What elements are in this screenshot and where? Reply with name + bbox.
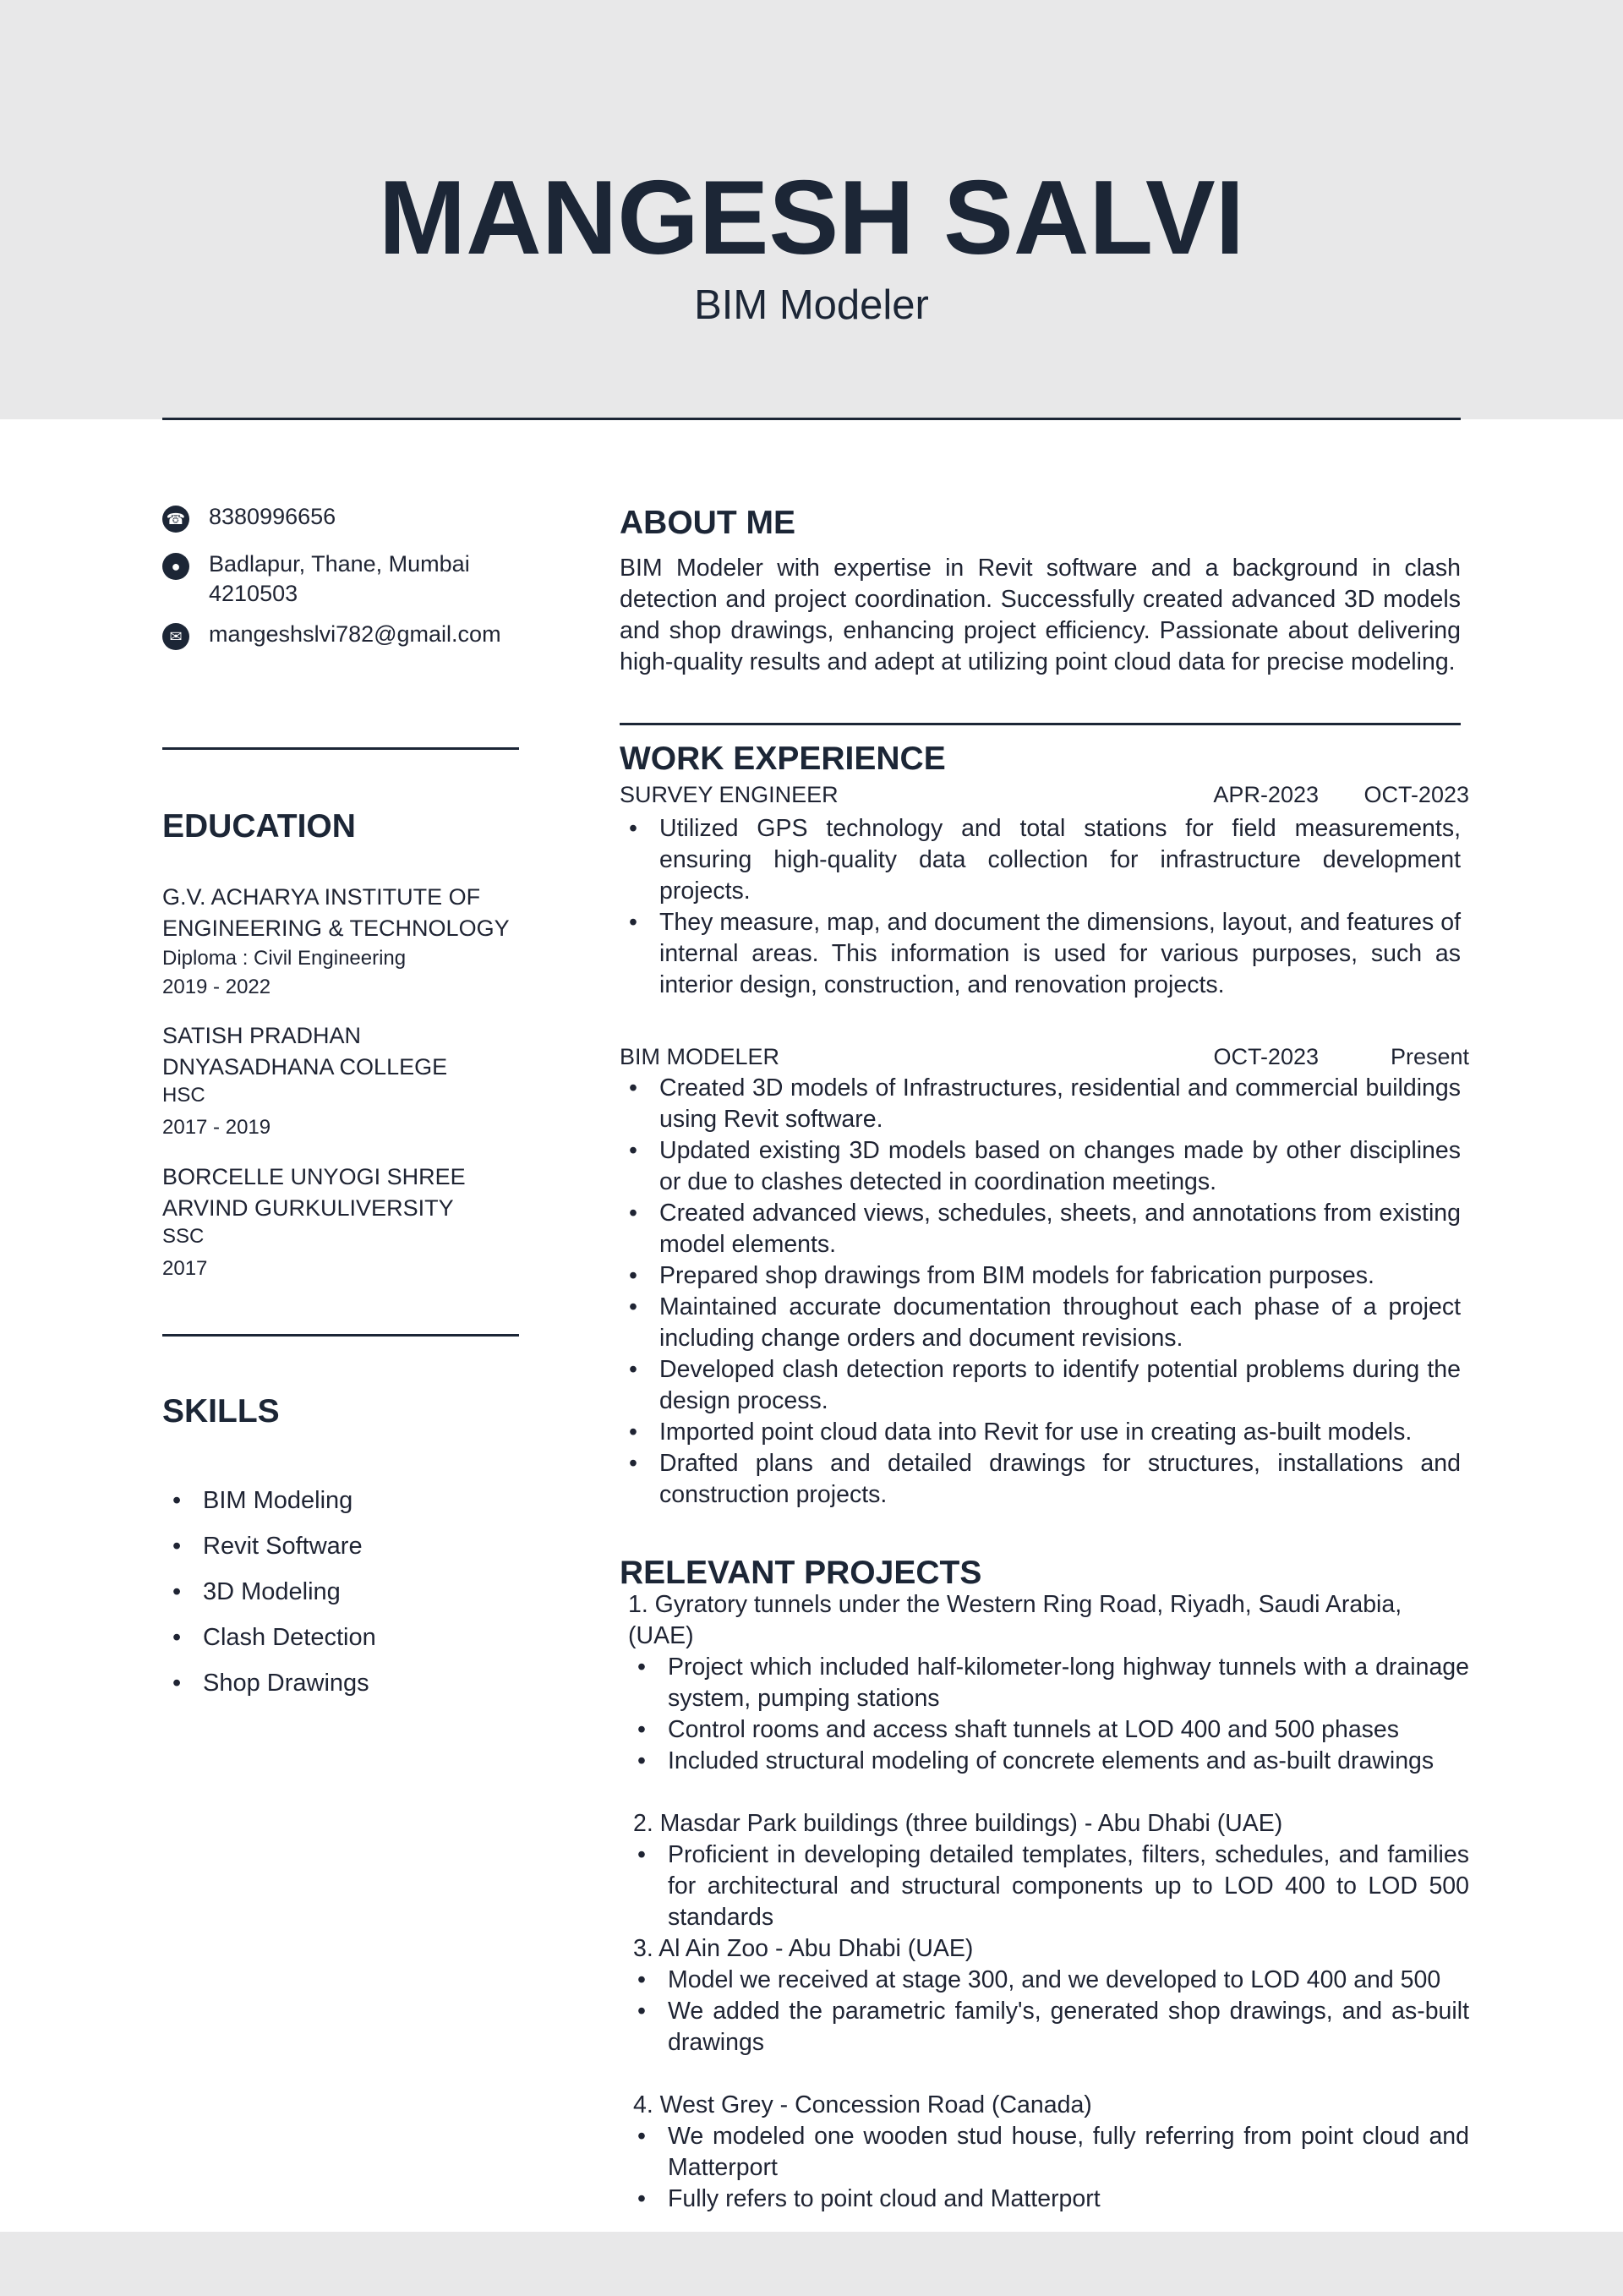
contact-email: [162, 620, 547, 650]
about-text: BIM Modeler with expertise in Revit software and a background in clash detection and project coordination. Successfully created advanced 3D models and shop drawings, enhancing project efficiency. Passionate about delivering high-quality results and adept at utilizing point cloud data for precise modeling.: [620, 555, 1461, 675]
job-title: SURVEY ENGINEER: [620, 782, 839, 807]
education-years: 2017 - 2019: [162, 1116, 271, 1139]
project-bullet: • Control rooms and access shaft tunnels at LOD 400 and 500 phases: [668, 1714, 1469, 1746]
skill-item: • Clash Detection: [203, 1615, 376, 1660]
project-bullets: [668, 1965, 1469, 2058]
job-bullet: • Maintained accurate documentation throughout each phase of a project including change orders and document revisions.: [659, 1292, 1461, 1354]
job-bullet: • Created 3D models of Infrastructures, residential and commercial buildings using Revit software.: [659, 1073, 1461, 1135]
education-item: [162, 882, 526, 1002]
education-divider: [162, 1334, 519, 1337]
education-years: 2019 - 2022: [162, 976, 271, 998]
project-heading: 4. West Grey - Concession Road (Canada): [633, 2091, 1092, 2118]
project-bullet: • Project which included half-kilometer-long highway tunnels with a drainage system, pumping stations: [668, 1652, 1469, 1714]
job-bullet: • Developed clash detection reports to identify potential problems during the design process.: [659, 1354, 1461, 1417]
location-pin-icon: ●: [162, 553, 189, 580]
job-bullet: • Created advanced views, schedules, sheets, and annotations from existing model elements.: [659, 1198, 1461, 1260]
job-bullet: • Imported point cloud data into Revit for use in creating as-built models.: [659, 1417, 1461, 1448]
about-title: ABOUT ME: [620, 505, 795, 541]
job-bullet: • They measure, map, and document the dimensions, layout, and features of internal areas. This information is used for various purposes, such as interior design, construction, and renovation projects.: [659, 907, 1461, 1001]
job-bullet: • Drafted plans and detailed drawings for structures, installations and construction projects.: [659, 1448, 1461, 1511]
education-item: [162, 1162, 526, 1288]
phone-icon: ☎: [162, 506, 189, 533]
project-heading: 1. Gyratory tunnels under the Western Ring Road, Riyadh, Saudi Arabia, (UAE): [628, 1591, 1402, 1649]
skills-list: [162, 1478, 376, 1706]
project-heading: 2. Masdar Park buildings (three buildings) - Abu Dhabi (UAE): [633, 1810, 1283, 1837]
skill-item: • Shop Drawings: [203, 1660, 376, 1706]
project-bullets: [668, 1652, 1469, 1777]
skill-item: • Revit Software: [203, 1523, 376, 1569]
education-title: EDUCATION: [162, 808, 356, 845]
job-header: [620, 1041, 1469, 1073]
projects-title: RELEVANT PROJECTS: [620, 1555, 982, 1591]
job-end-date: OCT-2023: [1363, 782, 1469, 807]
job-role: BIM Modeler: [694, 282, 929, 328]
job-bullets: [659, 1073, 1461, 1511]
education-item: [162, 1020, 526, 1147]
skills-title: SKILLS: [162, 1393, 280, 1430]
contact-address: [162, 549, 513, 609]
job-header: [620, 779, 1469, 811]
job-title: BIM MODELER: [620, 1044, 780, 1069]
project-heading: 3. Al Ain Zoo - Abu Dhabi (UAE): [633, 1935, 974, 1962]
skill-item: • 3D Modeling: [203, 1569, 376, 1615]
project-bullets: [668, 2121, 1469, 2215]
experience-title: WORK EXPERIENCE: [620, 741, 946, 777]
job-start-date: APR-2023: [1213, 782, 1319, 807]
education-years: 2017: [162, 1257, 208, 1280]
education-degree: SSC: [162, 1225, 205, 1248]
project-bullets: [668, 1840, 1469, 1933]
education-degree: Diploma : Civil Engineering: [162, 947, 407, 970]
header-divider: [162, 418, 1461, 420]
contact-divider: [162, 747, 519, 750]
address: Badlapur, Thane, Mumbai 4210503: [209, 551, 470, 606]
education-degree: HSC: [162, 1084, 205, 1107]
contact-phone: [162, 502, 547, 533]
footer-band: [0, 2232, 1623, 2296]
job-bullets: [659, 813, 1461, 1001]
phone-number: 8380996656: [209, 504, 336, 529]
mail-icon: ✉: [162, 623, 189, 650]
project-bullet: • Fully refers to point cloud and Matterport: [668, 2184, 1469, 2215]
project-bullet: • We modeled one wooden stud house, fully referring from point cloud and Matterport: [668, 2121, 1469, 2184]
education-institution: G.V. ACHARYA INSTITUTE OF ENGINEERING & TECHNOLOGY: [162, 884, 510, 941]
project-bullet: • Proficient in developing detailed templates, filters, schedules, and families for architectural and structural components up to LOD 400 to LOD 500 standards: [668, 1840, 1469, 1933]
education-institution: SATISH PRADHAN DNYASADHANA COLLEGE: [162, 1023, 448, 1080]
job-bullet: • Updated existing 3D models based on changes made by other disciplines or due to clashes detected in coordination meetings.: [659, 1135, 1461, 1198]
job-bullet: • Prepared shop drawings from BIM models for fabrication purposes.: [659, 1260, 1461, 1292]
candidate-name: MANGESH SALVI: [378, 160, 1245, 276]
project-bullet: • We added the parametric family's, generated shop drawings, and as-built drawings: [668, 1996, 1469, 2058]
project-bullet: • Included structural modeling of concrete elements and as-built drawings: [668, 1746, 1469, 1777]
email-address: mangeshslvi782@gmail.com: [209, 621, 501, 647]
job-start-date: OCT-2023: [1213, 1044, 1319, 1069]
job-bullet: • Utilized GPS technology and total stations for field measurements, ensuring high-quality data collection for infrastructure development projects.: [659, 813, 1461, 907]
project-bullet: • Model we received at stage 300, and we developed to LOD 400 and 500: [668, 1965, 1469, 1996]
about-divider: [620, 723, 1461, 725]
skill-item: • BIM Modeling: [203, 1478, 376, 1523]
education-institution: BORCELLE UNYOGI SHREE ARVIND GURKULIVERSITY: [162, 1164, 466, 1221]
job-end-date: Present: [1390, 1044, 1469, 1069]
